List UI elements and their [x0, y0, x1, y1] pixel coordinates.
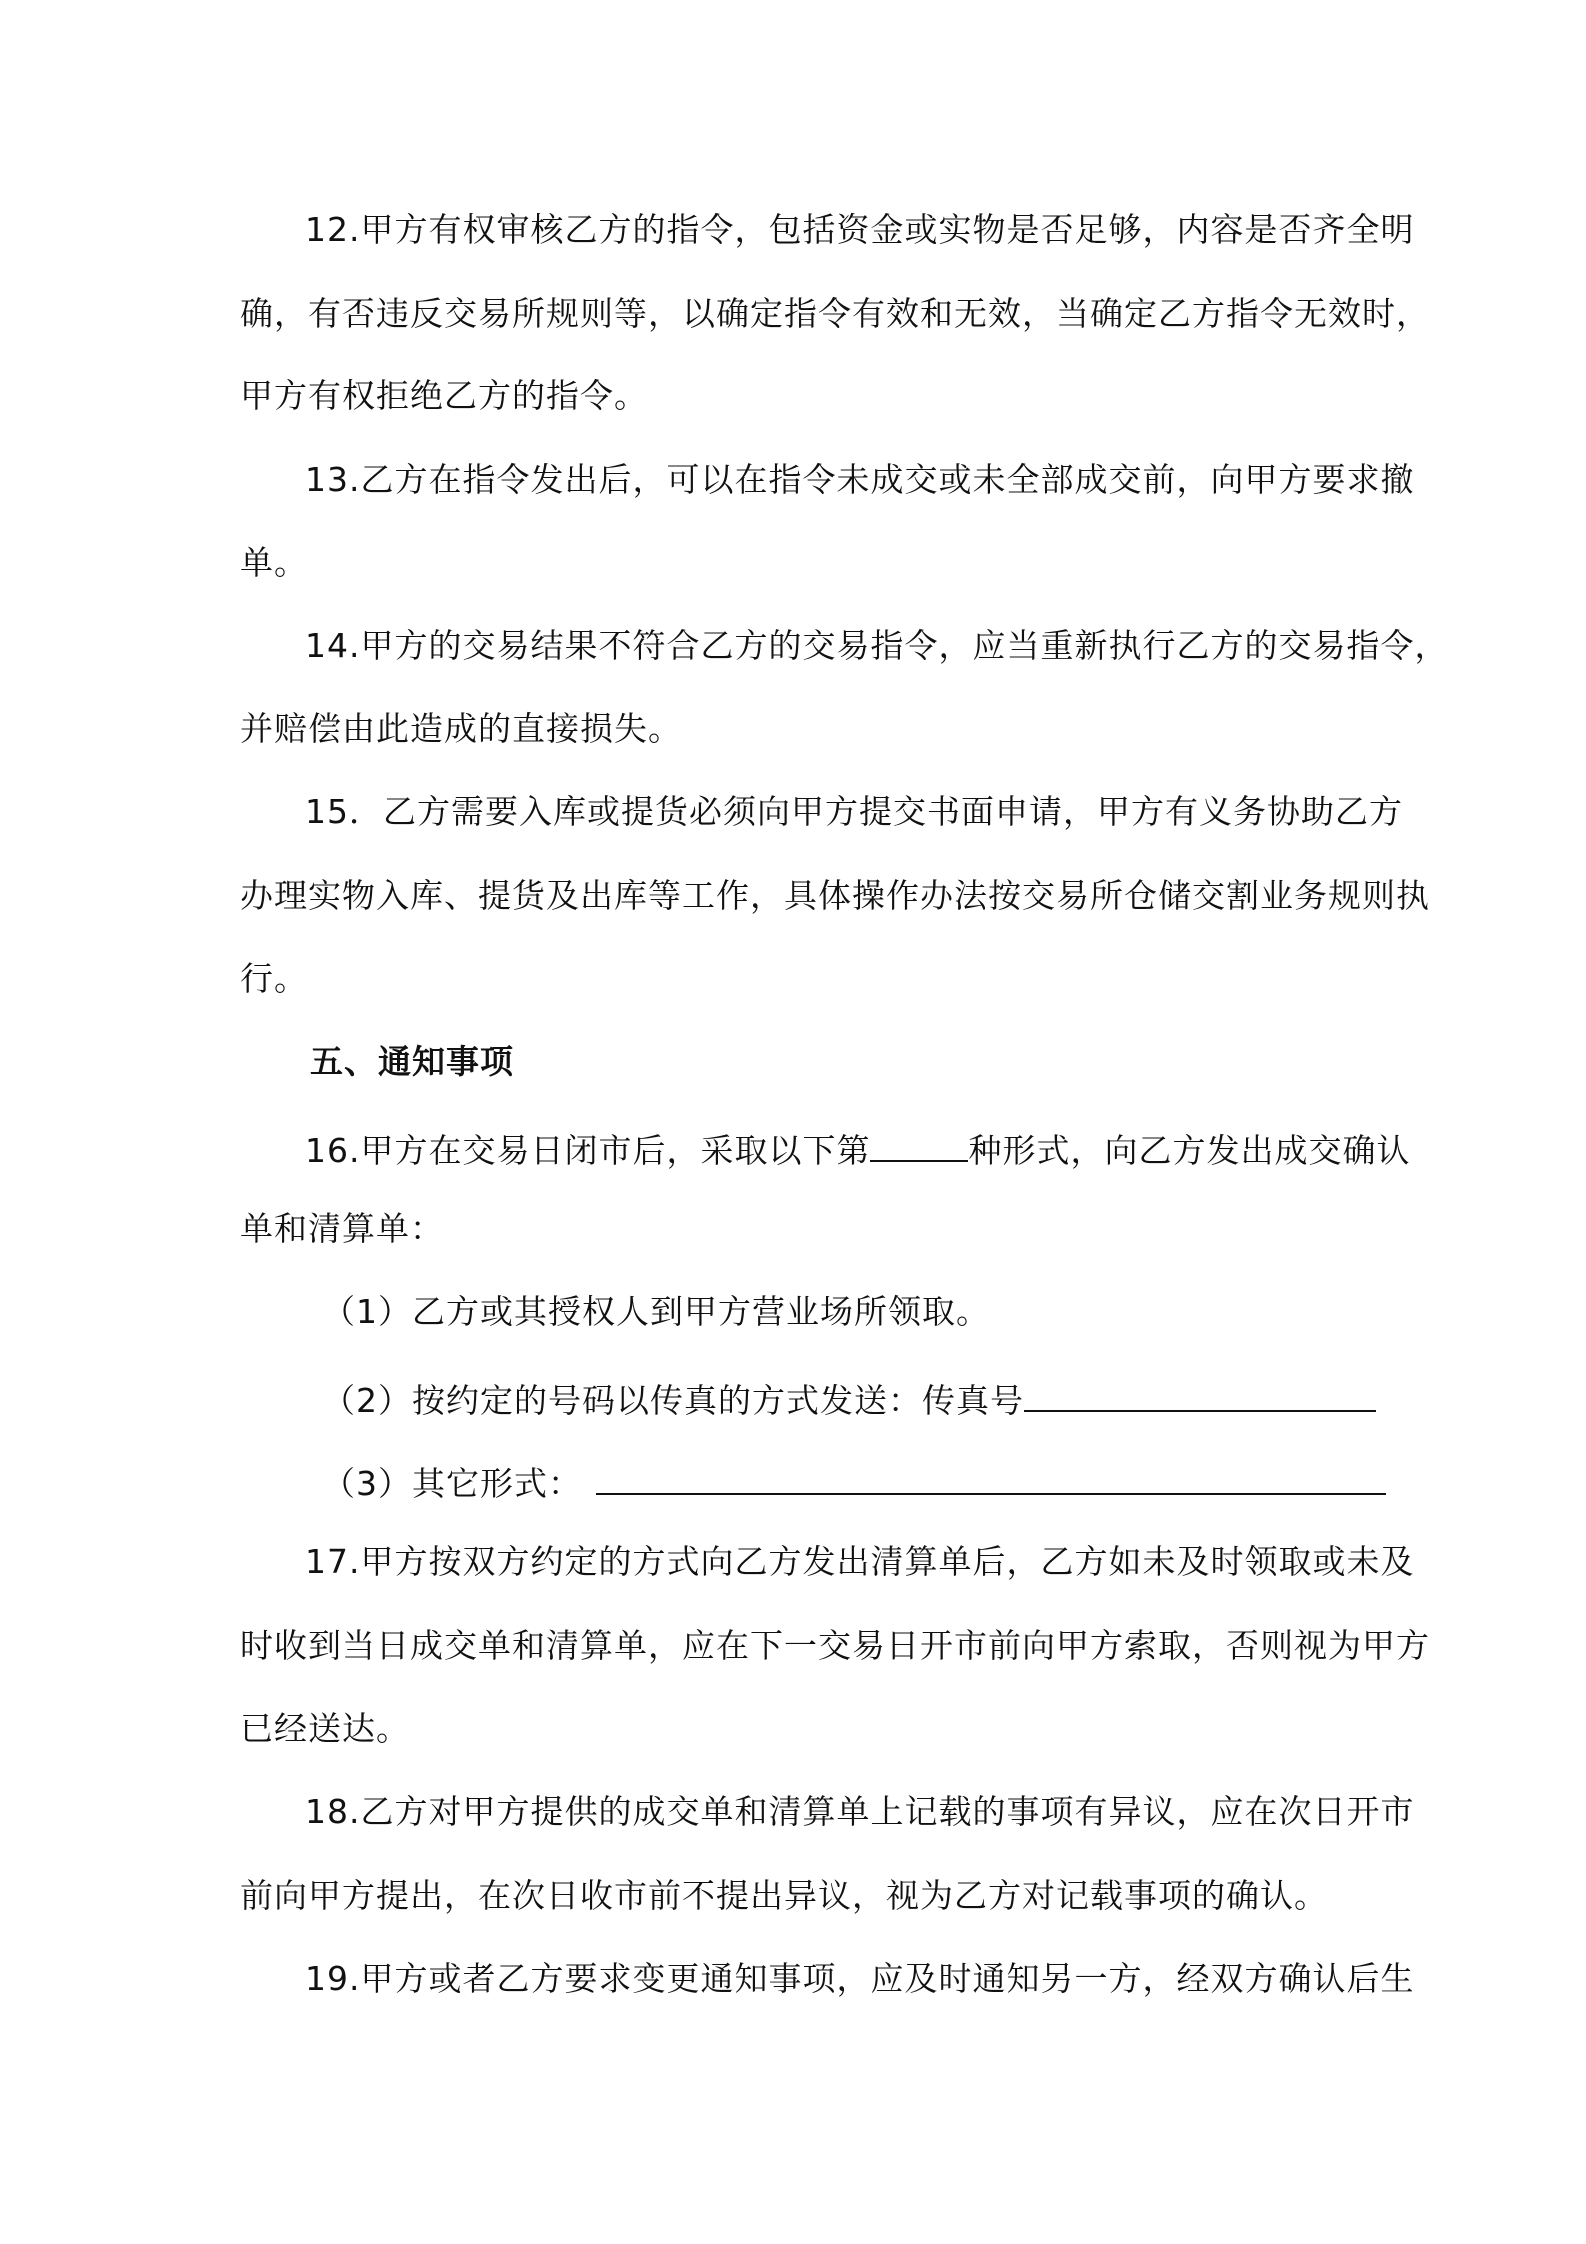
clause-13-line-2: 单。: [240, 543, 308, 582]
other-form-blank[interactable]: [596, 1459, 1386, 1495]
clause-18-line-1: 18.乙方对甲方提供的成交单和清算单上记载的事项有异议，应在次日开市: [305, 1792, 1415, 1831]
clause-13-line-1: 13.乙方在指令发出后，可以在指令未成交或未全部成交前，向甲方要求撤: [305, 460, 1415, 499]
clause-16-line-1: [305, 1126, 1410, 1171]
clause-15-line-3: 行。: [240, 959, 308, 998]
clause-16-option-2: [322, 1376, 1376, 1421]
clause-17-line-3: 已经送达。: [240, 1709, 410, 1748]
clause-16-text-before-blank: 16.甲方在交易日闭市后，采取以下第: [305, 1131, 871, 1170]
clause-18-line-2: 前向甲方提出，在次日收市前不提出异议，视为乙方对记载事项的确认。: [240, 1876, 1328, 1915]
clause-15-line-2: 办理实物入库、提货及出库等工作，具体操作办法按交易所仓储交割业务规则执: [240, 876, 1430, 915]
clause-17-line-1: 17.甲方按双方约定的方式向乙方发出清算单后，乙方如未及时领取或未及: [305, 1542, 1415, 1581]
form-number-blank[interactable]: [870, 1126, 968, 1162]
clause-12-line-2: 确，有否违反交易所规则等，以确定指令有效和无效，当确定乙方指令无效时，: [240, 294, 1430, 333]
section-5-heading: 五、通知事项: [310, 1042, 514, 1081]
clause-16-line-2: 单和清算单：: [240, 1209, 444, 1248]
clause-16-text-after-blank: 种形式，向乙方发出成交确认: [968, 1131, 1411, 1170]
clause-19-line-1: 19.甲方或者乙方要求变更通知事项，应及时通知另一方，经双方确认后生: [305, 1959, 1415, 1998]
clause-16-option-3-text: （3）其它形式：: [322, 1464, 582, 1503]
clause-12-line-1: 12.甲方有权审核乙方的指令，包括资金或实物是否足够，内容是否齐全明: [305, 210, 1415, 249]
clause-17-line-2: 时收到当日成交单和清算单，应在下一交易日开市前向甲方索取，否则视为甲方: [240, 1626, 1430, 1665]
clause-16-option-2-text: （2）按约定的号码以传真的方式发送：传真号: [322, 1381, 1024, 1420]
clause-14-line-1: 14.甲方的交易结果不符合乙方的交易指令，应当重新执行乙方的交易指令，: [305, 626, 1449, 665]
clause-15-line-1: 15．乙方需要入库或提货必须向甲方提交书面申请，甲方有义务协助乙方: [305, 792, 1403, 831]
fax-number-blank[interactable]: [1024, 1376, 1376, 1412]
clause-12-line-3: 甲方有权拒绝乙方的指令。: [240, 376, 648, 415]
clause-14-line-2: 并赔偿由此造成的直接损失。: [240, 709, 682, 748]
clause-16-option-1: （1）乙方或其授权人到甲方营业场所领取。: [322, 1292, 990, 1331]
clause-16-option-3: [322, 1459, 1386, 1504]
